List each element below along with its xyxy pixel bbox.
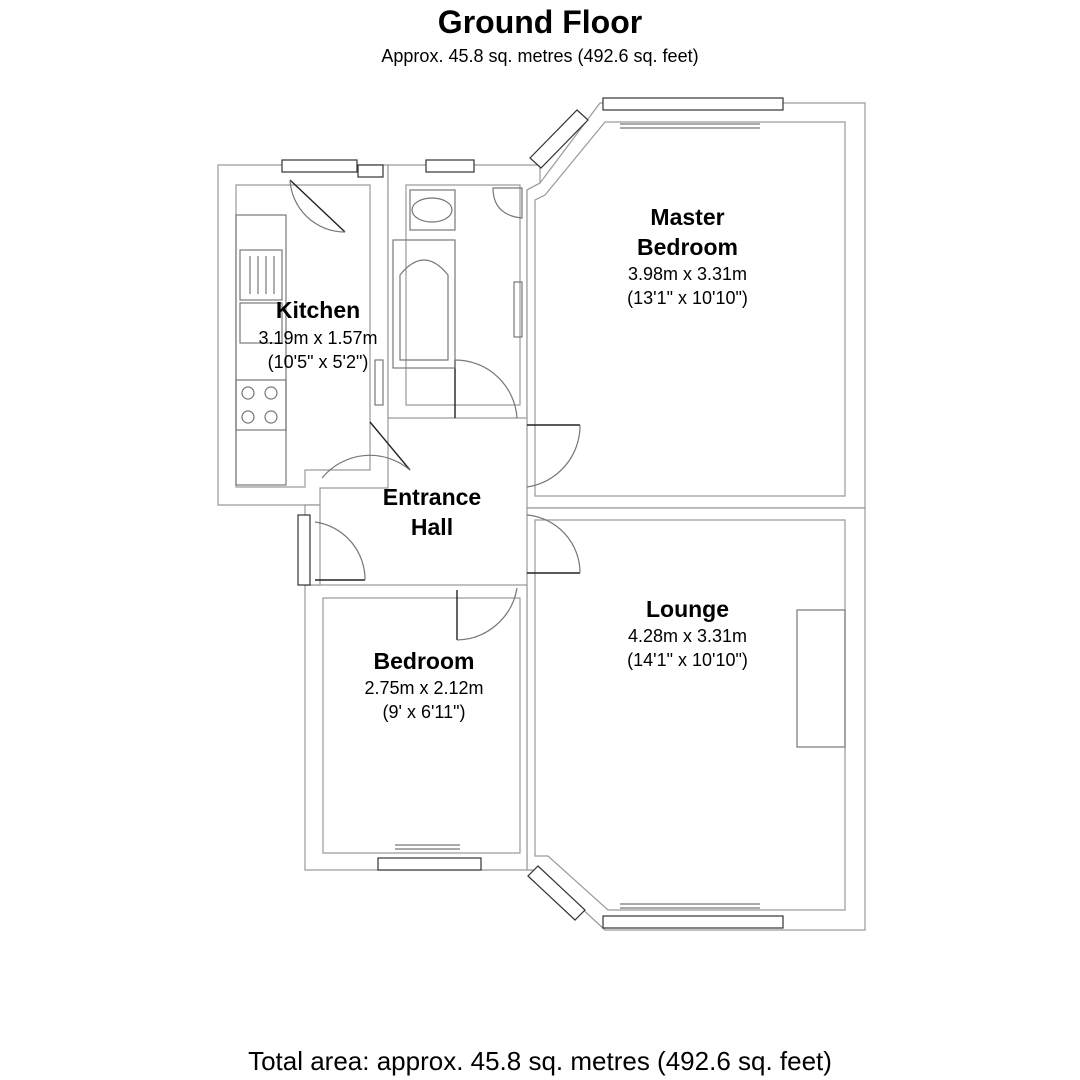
bedroom-imperial: (9' x 6'11"): [382, 702, 466, 722]
hob-ring: [265, 411, 277, 423]
master-bedroom-metric: 3.98m x 3.31m: [627, 264, 748, 284]
lounge-walls: [527, 508, 865, 930]
master-bedroom-imperial: (13'1" x 10'10"): [627, 288, 748, 308]
entrance-hall-label-line1: Entrance: [382, 484, 482, 510]
kitchen-imperial: (10'5" x 5'2"): [267, 352, 369, 372]
hob-ring: [242, 411, 254, 423]
basin: [493, 188, 522, 218]
hob: [236, 380, 286, 430]
hob-ring: [265, 387, 277, 399]
master-bedroom-label-line2: Bedroom: [637, 234, 738, 260]
master-bedroom-label-line1: Master: [650, 204, 725, 230]
kitchen-window-small: [358, 165, 383, 177]
kitchen-window: [282, 160, 357, 172]
kitchen-fittings: [236, 215, 383, 485]
sink-drainer: [240, 250, 282, 300]
floor-area-subtitle: Approx. 45.8 sq. metres (492.6 sq. feet): [381, 46, 699, 66]
lounge-bay-window-bottom: [603, 916, 783, 928]
chimney-breast: [797, 610, 845, 747]
wc-bowl: [412, 198, 452, 222]
hob-ring: [242, 387, 254, 399]
worktop: [236, 215, 286, 485]
bedroom-window: [378, 858, 481, 870]
floor-title: Ground Floor: [437, 4, 643, 40]
kitchen-label: Kitchen: [275, 297, 361, 323]
kitchen-metric: 3.19m x 1.57m: [258, 328, 378, 348]
lounge-imperial: (14'1" x 10'10"): [627, 650, 748, 670]
wc-cistern: [410, 190, 455, 230]
lounge-metric: 4.28m x 3.31m: [627, 626, 748, 646]
bedroom-label: Bedroom: [373, 648, 475, 674]
bathroom-walls: [388, 165, 540, 418]
total-area-footer: Total area: approx. 45.8 sq. metres (492.6 sq. feet): [248, 1046, 832, 1076]
bedroom-metric: 2.75m x 2.12m: [364, 678, 484, 698]
bathroom-fittings: [393, 188, 522, 368]
lounge-label: Lounge: [645, 596, 730, 622]
master-bay-window-top: [603, 98, 783, 110]
bathroom-window: [426, 160, 474, 172]
entrance-door-frame: [298, 515, 310, 585]
entrance-hall-label-line2: Hall: [410, 514, 454, 540]
